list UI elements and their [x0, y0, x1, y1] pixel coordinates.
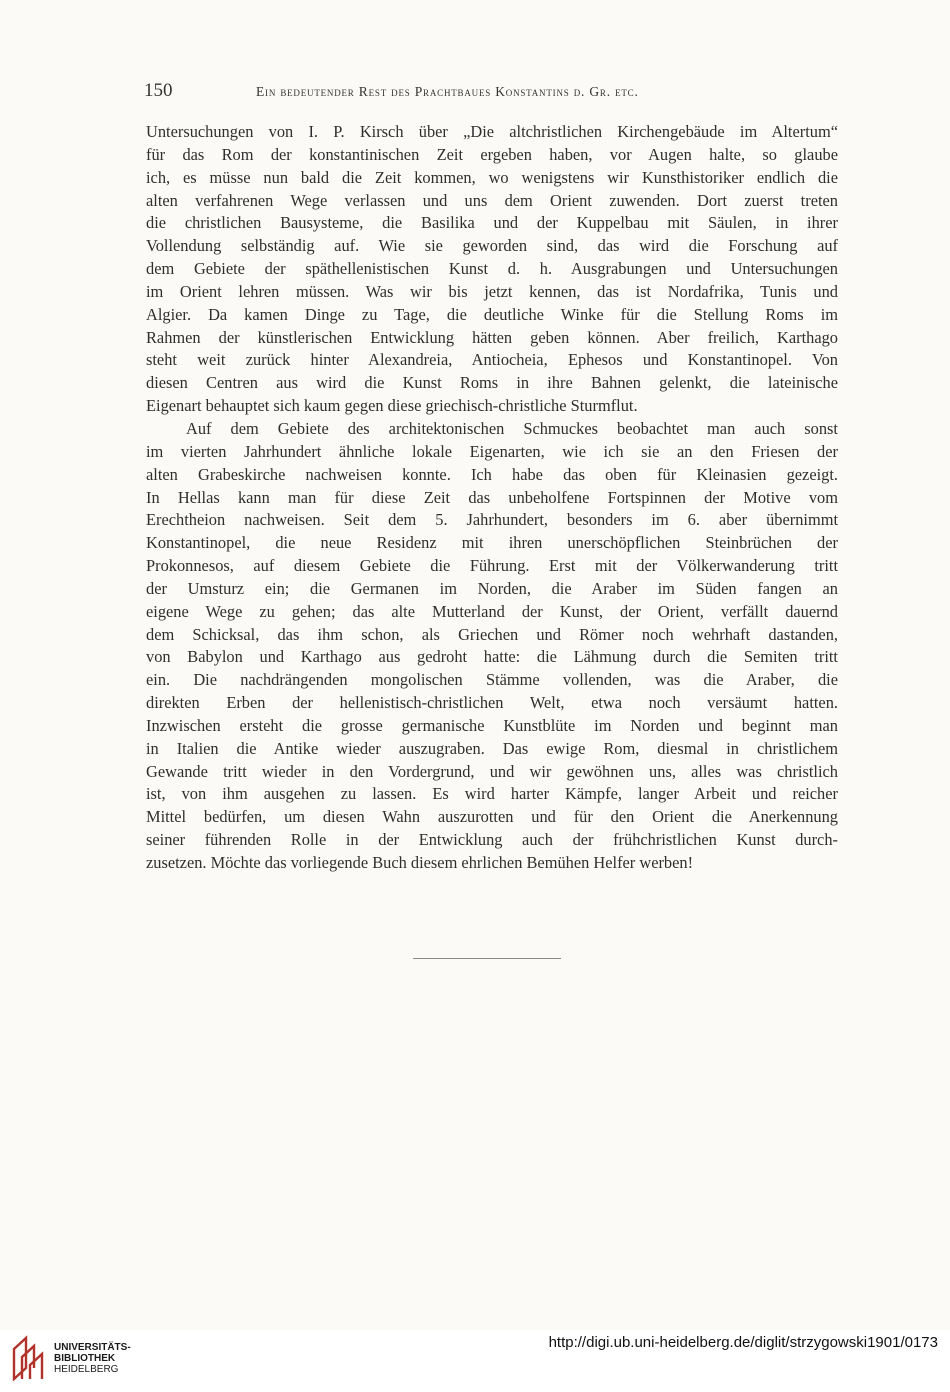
source-url-link[interactable]: http://digi.ub.uni-heidelberg.de/diglit/strzygowski1901/0173: [548, 1334, 938, 1351]
page-header: [144, 80, 838, 102]
text-line: ein. Die nachdrängenden mongolischen Stämme vollenden, was die Araber, die: [146, 670, 838, 690]
page-number: 150: [144, 80, 173, 101]
text-line: steht weit zurück hinter Alexandreia, Antiocheia, Ephesos und Konstantinopel. Von: [146, 350, 838, 370]
text-line: alten Grabeskirche nachweisen konnte. Ich habe das oben für Kleinasien gezeigt.: [146, 464, 838, 484]
paragraph: [146, 418, 838, 875]
text-line: Konstantinopel, die neue Residenz mit ihren unerschöpflichen Steinbrüchen der: [146, 533, 838, 553]
text-line: dem Schicksal, das ihm schon, als Griechen und Römer noch wehrhaft dastanden,: [146, 624, 838, 644]
library-name-line: HEIDELBERG: [54, 1364, 119, 1375]
text-line: Mittel bedürfen, um diesen Wahn auszurotten und für den Orient die Anerkennung: [146, 807, 838, 827]
text-line: Gewande tritt wieder in den Vordergrund, und wir gewöhnen uns, alles was christlich: [146, 761, 838, 781]
text-line: eigene Wege zu gehen; das alte Mutterland der Kunst, der Orient, verfällt dauernd: [146, 601, 838, 621]
library-name-line: UNIVERSITÄTS-: [54, 1342, 131, 1353]
text-line: in Italien die Antike wieder auszugraben. Das ewige Rom, diesmal in christlichem: [146, 738, 838, 758]
text-line: In Hellas kann man für diese Zeit das unbeholfene Fortspinnen der Motive vom: [146, 487, 838, 507]
end-of-text-rule: [413, 958, 561, 959]
body-text: [146, 121, 838, 875]
text-line: Inzwischen ersteht die grosse germanische Kunstblüte im Norden und beginnt man: [146, 715, 838, 735]
text-line: Auf dem Gebiete des architektonischen Schmuckes beobachtet man auch sonst: [186, 418, 838, 438]
text-line: alten verfahrenen Wege verlassen und uns dem Orient zuwenden. Dort zuerst treten: [146, 190, 838, 210]
library-name-line: BIBLIOTHEK: [54, 1353, 116, 1364]
text-line: im Orient lehren müssen. Was wir bis jetzt kennen, das ist Nordafrika, Tunis und: [146, 281, 838, 301]
text-line: ich, es müsse nun bald die Zeit kommen, wo wenigstens wir Kunsthistoriker endlich die: [146, 167, 838, 187]
text-line: der Umsturz ein; die Germanen im Norden, die Araber im Süden fangen an: [146, 578, 838, 598]
text-line: Eigenart behauptet sich kaum gegen diese griechisch-christliche Sturmflut.: [146, 396, 638, 416]
text-line: seiner führenden Rolle in der Entwicklung auch der frühchristlichen Kunst durch-: [146, 830, 838, 850]
paragraph: [146, 121, 838, 418]
text-line: im vierten Jahrhundert ähnliche lokale Eigenarten, wie ich sie an den Friesen der: [146, 441, 838, 461]
text-line: Erechtheion nachweisen. Seit dem 5. Jahrhundert, besonders im 6. aber übernimmt: [146, 510, 838, 530]
text-line: Prokonnesos, auf diesem Gebiete die Führung. Erst mit der Völkerwanderung tritt: [146, 556, 838, 576]
text-line: direkten Erben der hellenistisch-christlichen Welt, etwa noch versäumt hatten.: [146, 693, 838, 713]
text-line: zusetzen. Möchte das vorliegende Buch diesem ehrlichen Bemühen Helfer werben!: [146, 853, 694, 872]
running-title: Ein bedeutender Rest des Prachtbaues Konstantins d. Gr. etc.: [256, 84, 639, 99]
text-line: für das Rom der konstantinischen Zeit ergeben haben, vor Augen halte, so glaube: [146, 144, 838, 164]
text-line: Untersuchungen von I. P. Kirsch über „Die altchristlichen Kirchengebäude im Altertum“: [146, 122, 838, 141]
text-line: Vollendung selbständig auf. Wie sie geworden sind, das wird die Forschung auf: [146, 236, 838, 256]
library-logo-icon: [10, 1335, 48, 1381]
text-line: die christlichen Bausysteme, die Basilika und der Kuppelbau mit Säulen, in ihrer: [146, 213, 838, 233]
text-line: Algier. Da kamen Dinge zu Tage, die deutliche Winke für die Stellung Roms im: [146, 304, 838, 324]
text-line: dem Gebiete der späthellenistischen Kunst d. h. Ausgrabungen und Untersuchungen: [146, 259, 838, 279]
text-line: Rahmen der künstlerischen Entwicklung hätten geben können. Aber freilich, Karthago: [146, 327, 838, 347]
text-line: von Babylon und Karthago aus gedroht hatte: die Lähmung durch die Semiten tritt: [146, 647, 838, 667]
footer: [0, 1330, 950, 1392]
text-line: diesen Centren aus wird die Kunst Roms in ihre Bahnen gelenkt, die lateinische: [146, 373, 838, 393]
library-name: [54, 1342, 131, 1375]
text-line: ist, von ihm ausgehen zu lassen. Es wird harter Kämpfe, langer Arbeit und reicher: [146, 784, 838, 804]
